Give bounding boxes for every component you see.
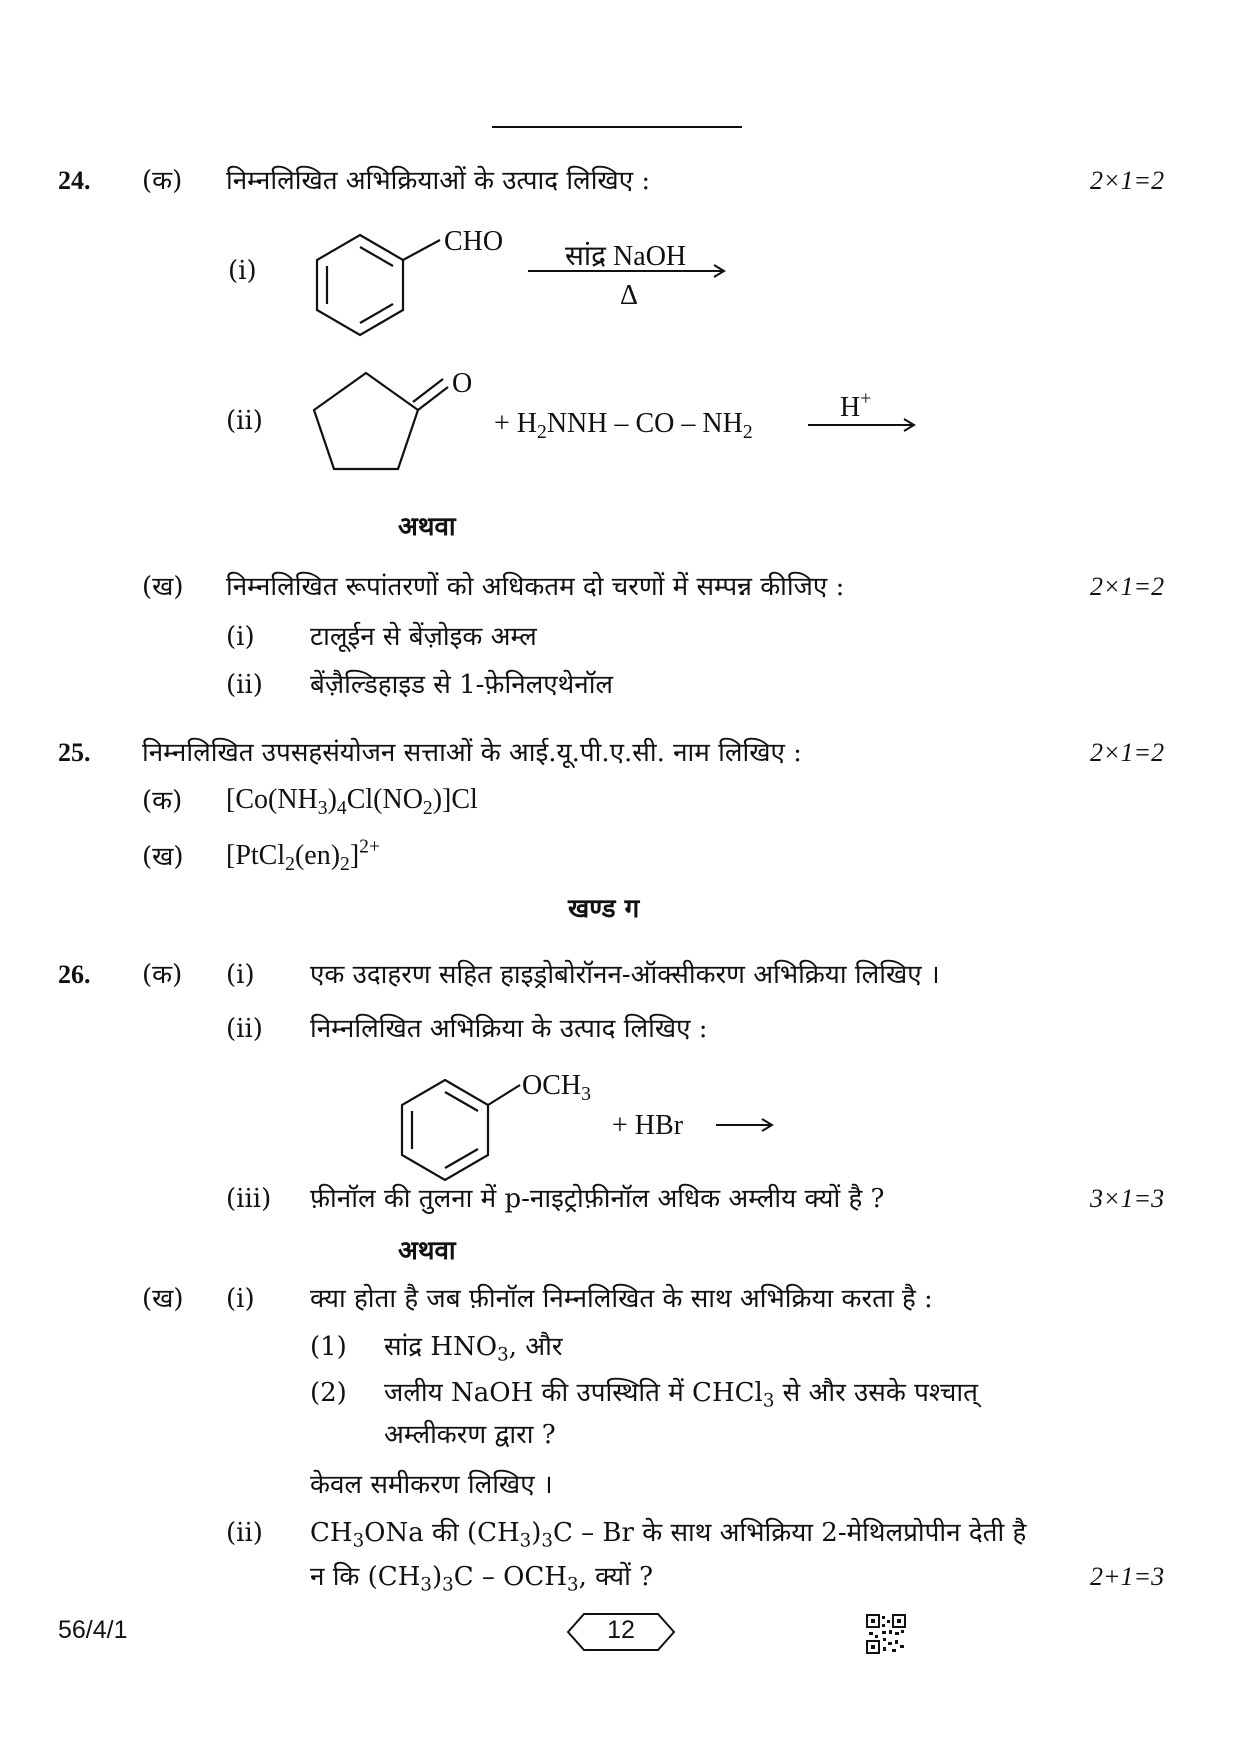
- q24-i-reagent: सांद्र NaOH: [565, 241, 687, 272]
- q25-b-formula: $[PtCl_2(en)_2]^{2+}$: [226, 836, 380, 875]
- semicarbazide-formula: + $H_2NNH$ – CO – $NH_2$: [494, 408, 753, 443]
- top-divider: [492, 126, 742, 128]
- page-number: 12: [607, 1616, 635, 1644]
- q26-b-1-text: सांद्र $HNO_3$, और: [384, 1332, 563, 1366]
- q26-option-b-label: (ख): [142, 1284, 184, 1314]
- reaction-arrow: [808, 418, 918, 432]
- or-separator: अथवा: [398, 512, 456, 542]
- or-separator: अथवा: [398, 1236, 456, 1266]
- q24-b-ii-text: बेंज़ैल्डिहाइड से 1-फ़ेनिलएथेनॉल: [310, 670, 614, 700]
- q26-a-marks: 3×1=3: [1090, 1184, 1165, 1213]
- q24-a-marks: 2×1=2: [1090, 166, 1165, 195]
- q25-option-a-label: (क): [142, 786, 183, 816]
- q26-ii-text: निम्नलिखित अभिक्रिया के उत्पाद लिखिए :: [310, 1014, 708, 1044]
- reaction-arrow: [528, 264, 728, 278]
- question-number-24: 24.: [58, 166, 91, 195]
- q24-b-ii-label: (ii): [226, 670, 263, 700]
- paper-code: 56/4/1: [58, 1616, 128, 1644]
- q26-b-ii-label: (ii): [226, 1518, 263, 1548]
- q26-b-ii-line2: न कि $(CH_3)_3C - OCH_3$, क्यों ?: [310, 1562, 654, 1596]
- q26-b-i-label: (i): [226, 1284, 255, 1314]
- q24-b-i-label: (i): [226, 622, 255, 652]
- q25-marks: 2×1=2: [1090, 738, 1165, 767]
- q26-b-i-text: क्या होता है जब फ़ीनॉल निम्नलिखित के साथ अभिक्रिया करता है :: [310, 1284, 933, 1314]
- q25-a-formula: $[Co(NH_3)_4Cl(NO_2)]Cl$: [226, 784, 478, 819]
- q24-option-a-label: (क): [142, 166, 183, 196]
- anisole-ring-structure: [385, 1070, 505, 1190]
- q26-ii-label: (ii): [226, 1014, 263, 1044]
- q26-b-marks: 2+1=3: [1090, 1562, 1165, 1591]
- q24-option-b-label: (ख): [142, 572, 184, 602]
- q26-i-text: एक उदाहरण सहित हाइड्रोबोरॉनन-ऑक्सीकरण अभिक्रिया लिखिए ।: [310, 960, 940, 990]
- qr-code-icon: [866, 1614, 906, 1654]
- q24-b-i-text: टालूईन से बेंज़ोइक अम्ल: [310, 622, 537, 652]
- cho-group-label: CHO: [444, 226, 504, 257]
- q26-b-2-text: जलीय NaOH की उपस्थिति में CHCl$_3$ से और उसके पश्चात्: [384, 1378, 978, 1412]
- q24-i-label: (i): [228, 256, 257, 286]
- q26-i-label: (i): [226, 960, 255, 990]
- q26-b-ii-line1: $CH_3ONa$ की $(CH_3)_3C$ – Br के साथ अभिक्रिया 2-मेथिलप्रोपीन देती है: [310, 1518, 1027, 1552]
- question-number-26: 26.: [58, 960, 91, 989]
- q26-b-2-text-line2: अम्लीकरण द्वारा ?: [384, 1420, 556, 1450]
- q26-b-2-label: (2): [310, 1378, 347, 1408]
- q25-text: निम्नलिखित उपसहसंयोजन सत्ताओं के आई.यू.पी.ए.सी. नाम लिखिए :: [142, 738, 802, 768]
- q26-option-a-label: (क): [142, 960, 183, 990]
- q26-ii-reagent: + HBr: [612, 1110, 684, 1141]
- q24-ii-reagent: H+: [840, 388, 872, 423]
- reaction-arrow: [716, 1118, 776, 1132]
- question-number-25: 25.: [58, 738, 91, 767]
- q24-b-text: निम्नलिखित रूपांतरणों को अधिकतम दो चरणों में सम्पन्न कीजिए :: [226, 572, 845, 602]
- q24-a-text: निम्नलिखित अभिक्रियाओं के उत्पाद लिखिए :: [226, 166, 651, 196]
- q26-b-equation-only: केवल समीकरण लिखिए ।: [310, 1470, 553, 1500]
- benzene-ring-structure: [300, 225, 420, 345]
- q24-b-marks: 2×1=2: [1090, 572, 1165, 601]
- cyclopentanone-structure: [300, 365, 460, 495]
- q26-iii-label: (iii): [226, 1184, 272, 1214]
- carbonyl-oxygen-label: O: [452, 368, 473, 399]
- q24-i-heat: Δ: [620, 280, 639, 311]
- q26-b-1-label: (1): [310, 1332, 347, 1362]
- q24-ii-label: (ii): [226, 406, 263, 436]
- q26-iii-text: फ़ीनॉल की तुलना में p-नाइट्रोफ़ीनॉल अधिक अम्लीय क्यों है ?: [310, 1184, 885, 1214]
- section-title: खण्ड ग: [568, 894, 640, 924]
- och3-group-label: $OCH_3$: [522, 1070, 591, 1105]
- q25-option-b-label: (ख): [142, 842, 184, 872]
